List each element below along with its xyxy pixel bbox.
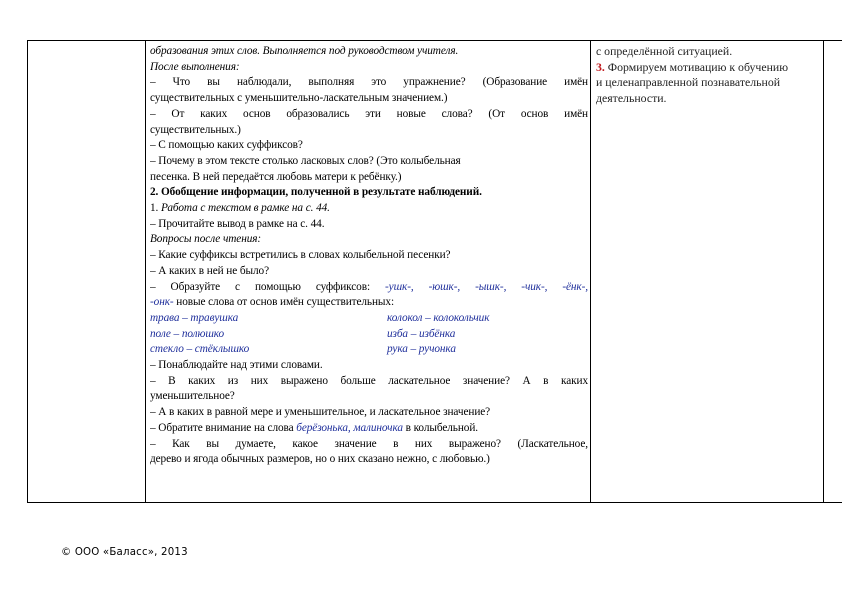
text-line: существительных с уменьшительно-ласкательным значением.) [150, 92, 448, 105]
suffix-list: -ушк-, -юшк-, -ышк-, -чик-, -ёнк-, [385, 280, 588, 293]
text-line: существительных.) [150, 123, 241, 136]
text-line: – В каких из них выражено больше ласкательное значение? А в каких [150, 374, 588, 387]
text-line: – А каких в ней не было? [150, 264, 270, 277]
text-line [596, 60, 820, 76]
text-line: – А в каких в равной мере и уменьшительное, и ласкательное значение? [150, 406, 491, 419]
word-pair-row [150, 342, 588, 358]
item-number: 1. [150, 202, 161, 215]
word-pair: изба – избёнка [387, 327, 456, 340]
text-line: – Понаблюдайте над этими словами. [150, 359, 323, 372]
subheading: После выполнения: [150, 60, 240, 73]
word-pair: стекло – стёклышко [150, 343, 250, 356]
copyright-footer: © ООО «Баласс», 2013 [61, 547, 188, 558]
text-line: – Какие суффиксы встретились в словах колыбельной песенки? [150, 249, 451, 262]
text-line: – С помощью каких суффиксов? [150, 139, 303, 152]
word-pair: колокол – колокольчик [387, 311, 490, 324]
table-row [28, 41, 842, 503]
lesson-table [27, 40, 842, 503]
text-line: и целенаправленной познавательной [596, 75, 781, 90]
word-pair-row [150, 327, 588, 343]
stage-cell [28, 41, 146, 503]
text-line [150, 421, 588, 437]
text-line: – Что вы наблюдали, выполняя это упражнение? (Образование имён [150, 76, 588, 89]
task-title: Работа с текстом в рамке на с. 44. [161, 202, 330, 215]
text-line: образования этих слов. Выполняется под руководством учителя. [150, 45, 459, 57]
highlighted-words: берёзонька, малиночка [296, 421, 403, 434]
text-line: – Как вы думаете, какое значение в них выражено? (Ласкательное, [150, 437, 588, 450]
text-line: уменьшительное? [150, 390, 235, 403]
text-line [150, 295, 588, 311]
word-pair: трава – травушка [150, 311, 239, 324]
text-fragment: новые слова от основ имён существительных: [173, 296, 395, 309]
section-heading: 2. Обобщение информации, полученной в результате наблюдений. [150, 186, 482, 199]
text-line: с определённой ситуацией. [596, 44, 733, 58]
text-line: песенка. В ней передаётся любовь матери к ребёнку.) [150, 170, 402, 183]
text-line: дерево и ягода обычных размеров, но о них сказано нежно, с любовью.) [150, 453, 490, 466]
text-line: – От каких основ образовались эти новые слова? (От основ имён [150, 107, 588, 120]
text-line [150, 280, 588, 296]
suffix-item: -онк- [150, 296, 174, 309]
word-pair: поле – полюшко [150, 327, 225, 340]
word-pair-row [150, 311, 588, 327]
goals-cell [591, 41, 824, 503]
text-line [150, 201, 588, 217]
text-line: – Прочитайте вывод в рамке на с. 44. [150, 217, 325, 230]
text-fragment: Формируем мотивацию к обучению [604, 59, 789, 74]
word-pair: рука – ручонка [387, 343, 456, 356]
text-fragment: – Образуйте с помощью суффиксов: [150, 280, 371, 293]
text-fragment: – Обратите внимание на слова [150, 421, 297, 434]
text-line: деятельности. [596, 91, 667, 106]
text-line: – Почему в этом тексте столько ласковых слов? (Это колыбельная [150, 154, 461, 167]
notes-cell [824, 41, 842, 503]
text-fragment: в колыбельной. [402, 421, 479, 434]
item-number: 3. [596, 59, 605, 74]
teacher-activity-cell [146, 41, 591, 503]
subheading: Вопросы после чтения: [150, 233, 262, 246]
